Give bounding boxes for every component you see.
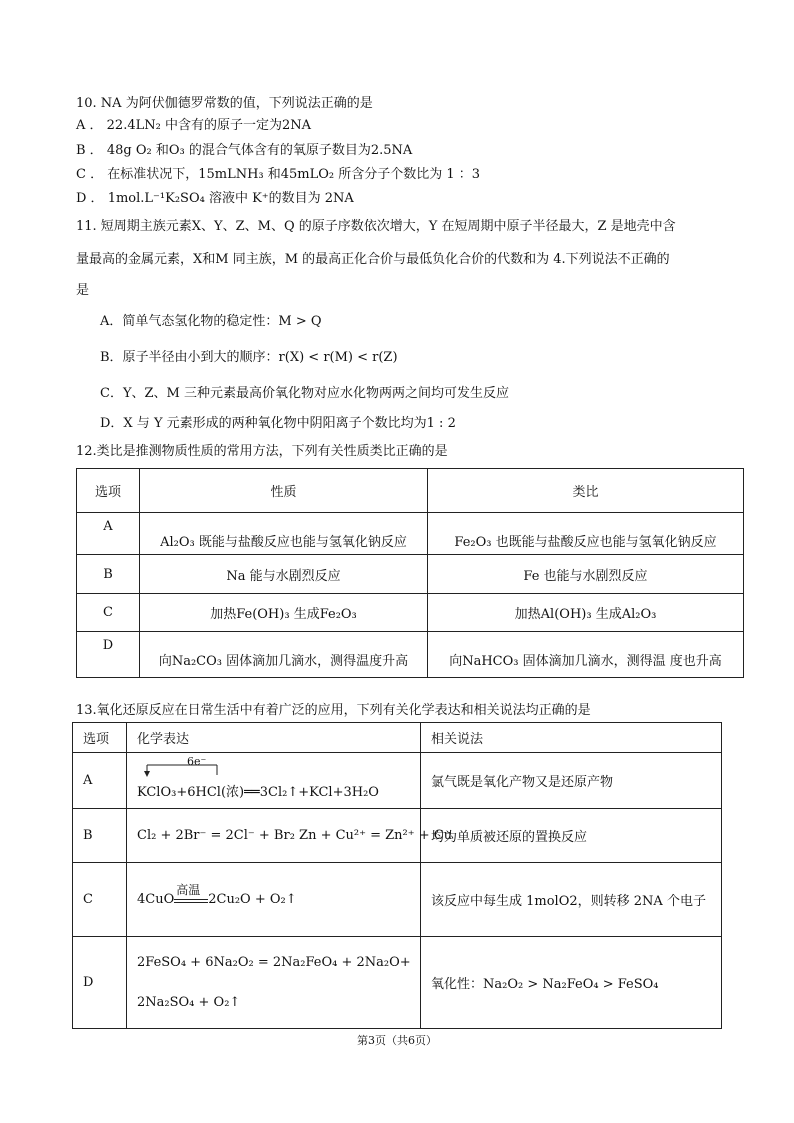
row-property: Al₂O₃ 既能与盐酸反应也能与氢氧化钠反应 <box>140 513 428 555</box>
table-row <box>73 863 722 937</box>
q10-option-d: D ． 1mol.L⁻¹K₂SO₄ 溶液中 K⁺的数目为 2NA <box>76 191 354 206</box>
row-note: 该反应中每生成 1molO2，则转移 2NA 个电子 <box>421 863 722 937</box>
equation-line1: 2FeSO₄ + 6Na₂O₂ = 2Na₂FeO₄ + 2Na₂O+ <box>137 954 411 970</box>
row-note: 氧化性：Na₂O₂ > Na₂FeO₄ > FeSO₄ <box>421 937 722 1029</box>
table-row <box>77 555 744 594</box>
row-property: 加热Fe(OH)₃ 生成Fe₂O₃ <box>140 594 428 632</box>
table-row <box>73 753 722 809</box>
q10-option-b: B ． 48g O₂ 和O₃ 的混合气体含有的氧原子数目为2.5NA <box>76 143 413 158</box>
header-analogy: 类比 <box>428 469 744 513</box>
q11-option-b: B．原子半径由小到大的顺序：r(X) < r(M) < r(Z) <box>100 350 398 365</box>
electron-transfer-arrow-icon <box>137 759 227 779</box>
q12-table <box>76 468 744 678</box>
table-row <box>77 594 744 632</box>
table-row <box>77 513 744 555</box>
row-expression <box>127 753 421 809</box>
header-note: 相关说法 <box>421 723 722 753</box>
equals-bar <box>174 899 208 903</box>
table-row <box>73 937 722 1029</box>
row-label: A <box>77 513 140 555</box>
q10-option-c: C ． 在标准状况下，15mLNH₃ 和45mLO₂ 所含分子个数比为 1 ：3 <box>76 167 481 182</box>
row-note: 均为单质被还原的置换反应 <box>421 809 722 863</box>
header-expression: 化学表达 <box>127 723 421 753</box>
row-analogy: 加热Al(OH)₃ 生成Al₂O₃ <box>428 594 744 632</box>
row-expression <box>127 863 421 937</box>
row-analogy: 向NaHCO₃ 固体滴加几滴水，测得温 度也升高 <box>428 632 744 678</box>
row-property: Na 能与水剧烈反应 <box>140 555 428 594</box>
header-option: 选项 <box>77 469 140 513</box>
row-label: D <box>77 632 140 678</box>
page-footer: 第3页（共6页） <box>357 1034 437 1047</box>
q13-stem: 13.氧化还原反应在日常生活中有着广泛的应用，下列有关化学表达和相关说法均正确的是 <box>76 703 591 718</box>
row-label: B <box>73 809 127 863</box>
table-header-row <box>73 723 722 753</box>
row-analogy: Fe 也能与水剧烈反应 <box>428 555 744 594</box>
q11-option-a: A．简单气态氢化物的稳定性：M > Q <box>100 314 322 329</box>
header-option: 选项 <box>73 723 127 753</box>
table-row <box>77 632 744 678</box>
row-expression <box>127 937 421 1029</box>
row-label: C <box>73 863 127 937</box>
row-label: A <box>73 753 127 809</box>
q13-table <box>72 722 722 1029</box>
equation-left: 4CuO <box>137 892 175 907</box>
row-label: D <box>73 937 127 1029</box>
q11-option-c: C．Y、Z、M 三种元素最高价氧化物对应水化物两两之间均可发生反应 <box>100 386 510 401</box>
q10-option-a: A ． 22.4LN₂ 中含有的原子一定为2NA <box>76 118 311 133</box>
condition-text: 高温 <box>176 882 201 897</box>
q11-stem-line1: 11. 短周期主族元素X、Y、Z、M、Q 的原子序数依次增大，Y 在短周期中原子半径最大，Z 是地壳中含 <box>76 219 676 234</box>
q12-stem: 12.类比是推测物质性质的常用方法，下列有关性质类比正确的是 <box>76 444 448 459</box>
table-header-row <box>77 469 744 513</box>
table-row <box>73 809 722 863</box>
row-expression: Cl₂ + 2Br⁻ = 2Cl⁻ + Br₂ Zn + Cu²⁺ = Zn²⁺ + Cu <box>127 809 421 863</box>
equation-line2: 2Na₂SO₄ + O₂↑ <box>137 994 241 1010</box>
row-property: 向Na₂CO₃ 固体滴加几滴水，测得温度升高 <box>140 632 428 678</box>
q11-option-d: D．X 与 Y 元素形成的两种氧化物中阴阳离子个数比均为1 : 2 <box>100 416 456 431</box>
equation-text: KClO₃+6HCl(浓)══3Cl₂↑+KCl+3H₂O <box>137 784 379 800</box>
row-analogy: Fe₂O₃ 也既能与盐酸反应也能与氢氧化钠反应 <box>428 513 744 555</box>
header-property: 性质 <box>140 469 428 513</box>
row-label: C <box>77 594 140 632</box>
q11-stem-line3: 是 <box>76 283 90 298</box>
electron-count: 6e⁻ <box>187 754 207 768</box>
electron-transfer-expression <box>137 754 419 803</box>
q10-stem: 10. NA 为阿伏伽德罗常数的值，下列说法正确的是 <box>76 96 373 111</box>
equation-right: 2Cu₂O + O₂↑ <box>208 892 297 907</box>
reaction-condition <box>174 882 208 907</box>
row-label: B <box>77 555 140 594</box>
q11-stem-line2: 量最高的金属元素，X和M 同主族，M 的最高正化合价与最低负化合价的代数和为 4.下列说法不正确的 <box>76 252 670 267</box>
row-note: 氯气既是氧化产物又是还原产物 <box>421 753 722 809</box>
